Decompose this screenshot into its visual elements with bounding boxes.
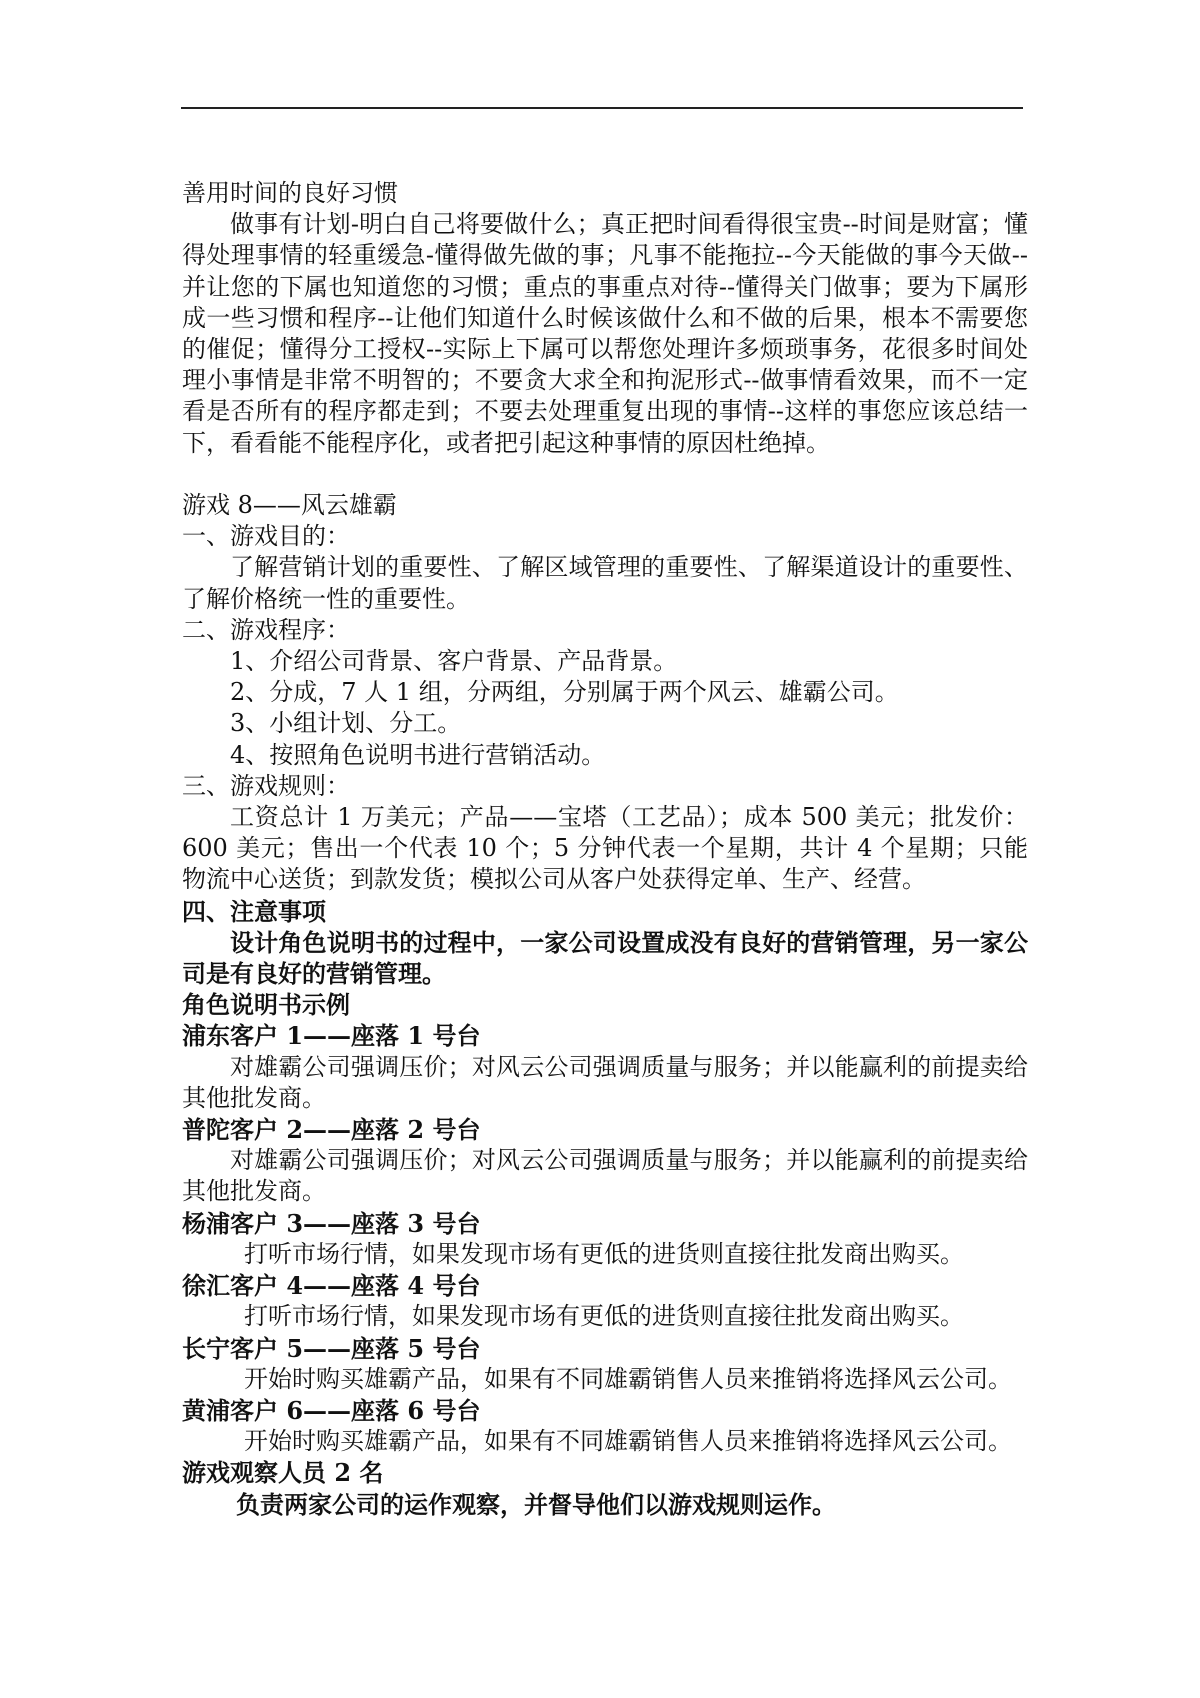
role-title: 浦东客户 1——座落 1 号台 xyxy=(182,1021,481,1051)
document-page xyxy=(182,178,1028,1520)
rules-heading: 三、游戏规则： xyxy=(182,771,350,800)
notes-paragraph: 设计角色说明书的过程中，一家公司设置成没有良好的营销管理，另一家公司是有良好的营销管理。 xyxy=(182,927,1028,989)
goal-paragraph: 了解营销计划的重要性、了解区域管理的重要性、了解渠道设计的重要性、了解价格统一性的重要性。 xyxy=(182,553,1028,613)
role-description: 打听市场行情，如果发现市场有更低的进货则直接往批发商出购买。 xyxy=(244,1302,964,1331)
role-title: 徐汇客户 4——座落 4 号台 xyxy=(182,1271,481,1301)
observers-heading: 游戏观察人员 2 名 xyxy=(182,1458,384,1488)
procedure-item: 1、介绍公司背景、客户背景、产品背景。 xyxy=(230,647,678,676)
rules-paragraph: 工资总计 1 万美元；产品——宝塔（工艺品）；成本 500 美元；批发价：600 美元；售出一个代表 10 个；5 分钟代表一个星期，共计 4 个星期；只能物流中心送货；到款发货；模拟公司从客户处获得定单、生产、经营。 xyxy=(182,803,1028,894)
role-description: 对雄霸公司强调压价；对风云公司强调质量与服务；并以能赢利的前提卖给其他批发商。 xyxy=(182,1146,1028,1206)
procedure-item: 3、小组计划、分工。 xyxy=(230,709,462,738)
role-title: 长宁客户 5——座落 5 号台 xyxy=(182,1333,481,1363)
role-description: 开始时购买雄霸产品，如果有不同雄霸销售人员来推销将选择风云公司。 xyxy=(244,1427,1012,1456)
time-habits-paragraph: 做事有计划-明白自己将要做什么；真正把时间看得很宝贵--时间是财富；懂得处理事情的轻重缓急-懂得做先做的事；凡事不能拖拉--今天能做的事今天做--并让您的下属也知道您的习惯；重点的事重点对待--懂得关门做事；要为下属形成一些习惯和程序--让他们知道什么时候该做什么和不做的后果，根本不需要您的催促；懂得分工授权--实际上下属可以帮您处理许多烦琐事务，花很多时间处理小事情是非常不明智的；不要贪大求全和拘泥形式--做事情看效果，而不一定看是否所有的程序都走到；不要去处理重复出现的事情--这样的事您应该总结一下，看看能不能程序化，或者把引起这种事情的原因杜绝掉。 xyxy=(182,210,1028,457)
notes-heading: 四、注意事项 xyxy=(182,896,326,926)
observers-description: 负责两家公司的运作观察，并督导他们以游戏规则运作。 xyxy=(236,1489,836,1519)
procedure-item: 2、分成，7 人 1 组，分两组，分别属于两个风云、雄霸公司。 xyxy=(230,678,899,707)
role-description: 开始时购买雄霸产品，如果有不同雄霸销售人员来推销将选择风云公司。 xyxy=(244,1364,1012,1393)
section-spacer xyxy=(182,459,1028,490)
game-title: 游戏 8——风云雄霸 xyxy=(182,491,397,520)
procedure-heading: 二、游戏程序： xyxy=(182,615,350,644)
role-description: 对雄霸公司强调压价；对风云公司强调质量与服务；并以能赢利的前提卖给其他批发商。 xyxy=(182,1052,1028,1112)
role-title: 杨浦客户 3——座落 3 号台 xyxy=(182,1208,481,1238)
procedure-item: 4、按照角色说明书进行营销活动。 xyxy=(230,740,606,769)
roles-heading: 角色说明书示例 xyxy=(182,990,350,1020)
section-heading-time-habits: 善用时间的良好习惯 xyxy=(182,179,398,207)
role-title: 普陀客户 2——座落 2 号台 xyxy=(182,1115,481,1145)
role-title: 黄浦客户 6——座落 6 号台 xyxy=(182,1395,481,1425)
header-rule xyxy=(181,107,1023,109)
role-description: 打听市场行情，如果发现市场有更低的进货则直接往批发商出购买。 xyxy=(244,1239,964,1268)
goal-heading: 一、游戏目的： xyxy=(182,522,350,551)
